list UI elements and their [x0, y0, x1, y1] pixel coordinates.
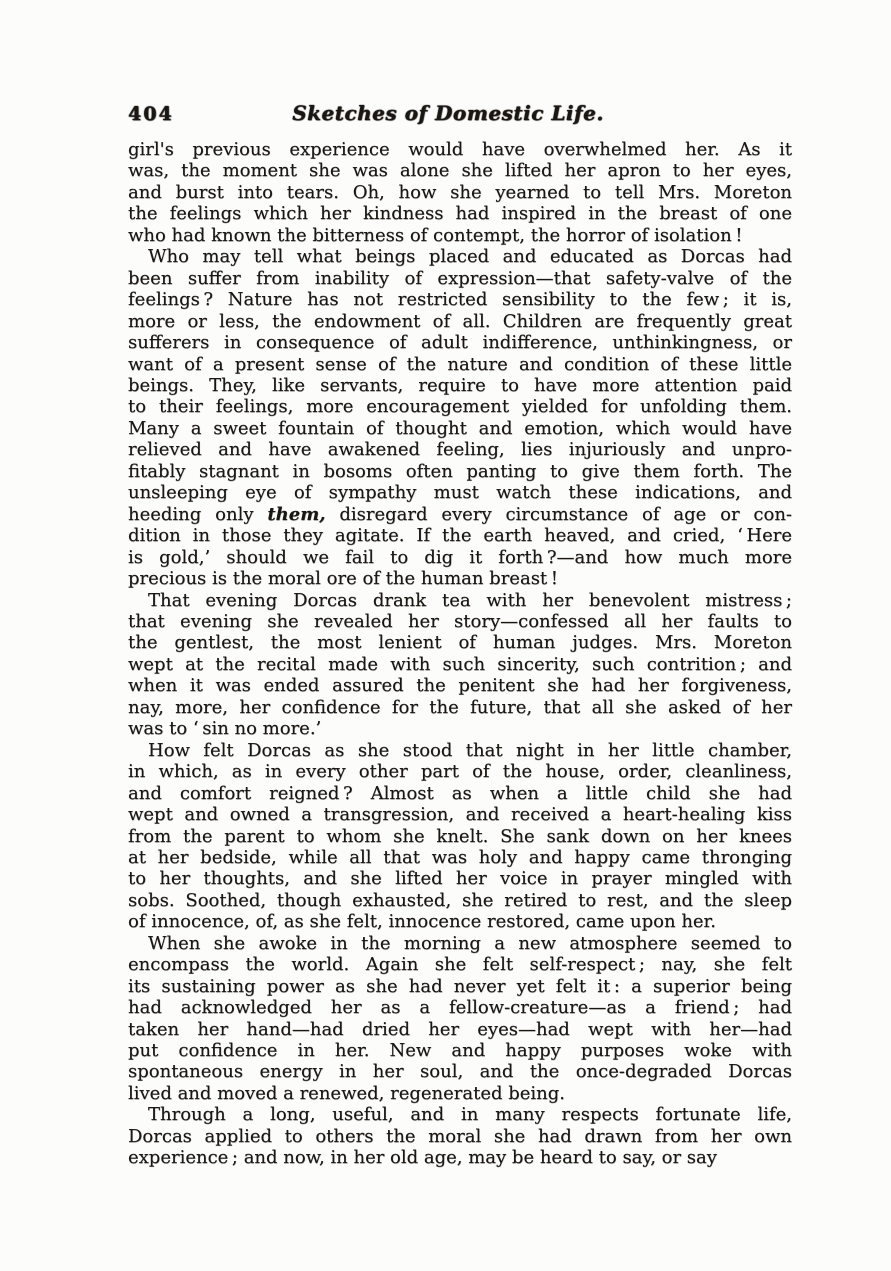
text-line: Dorcas applied to others the moral she had drawn from her own — [128, 1125, 792, 1147]
paragraph — [128, 139, 792, 246]
text-line: lived and moved a renewed, regenerated being. — [128, 1082, 566, 1104]
text-line: had acknowledged her as a fellow-creature—as a friend ; had — [128, 997, 792, 1019]
text-line: When she awoke in the morning a new atmosphere seemed to — [148, 932, 792, 954]
text-line: heeding only them, disregard every circumstance of age or con- — [128, 503, 792, 525]
text-line: sobs. Soothed, though exhausted, she retired to rest, and the sleep — [128, 889, 792, 911]
text-line: nay, more, her confidence for the future, that all she asked of her — [128, 696, 792, 718]
text-line: and burst into tears. Oh, how she yearned to tell Mrs. Moreton — [128, 181, 792, 203]
text-line: wept at the recital made with such sincerity, such contrition ; and — [128, 653, 792, 675]
text-line: the feelings which her kindness had inspired in the breast of one — [128, 203, 792, 225]
text-line: experience ; and now, in her old age, may be heard to say, or say — [128, 1147, 717, 1169]
text-line: that evening she revealed her story—confessed all her faults to — [128, 610, 792, 632]
text-line: to their feelings, more encouragement yielded for unfolding them. — [128, 396, 792, 418]
text-line: its sustaining power as she had never yet felt it : a superior being — [128, 975, 792, 997]
paragraph — [128, 246, 792, 589]
text-line: precious is the moral ore of the human breast ! — [128, 568, 558, 590]
text-line: beings. They, like servants, require to have more attention paid — [128, 374, 792, 396]
text-line: was to ‘ sin no more.’ — [128, 718, 322, 740]
text-line: at her bedside, while all that was holy and happy came thronging — [128, 846, 792, 868]
text-line: unsleeping eye of sympathy must watch these indications, and — [128, 482, 792, 504]
text-line: girl's previous experience would have overwhelmed her. As it — [128, 139, 792, 160]
text-line: fitably stagnant in bosoms often panting to give them forth. The — [128, 460, 792, 482]
text-line: sufferers in consequence of adult indifference, unthinkingness, or — [128, 332, 792, 354]
text-line: Through a long, useful, and in many respects fortunate life, — [148, 1104, 792, 1126]
page-body — [128, 139, 792, 1169]
text-line: to her thoughts, and she lifted her voice in prayer mingled with — [128, 868, 792, 890]
paragraph — [128, 740, 792, 933]
text-line: who had known the bitterness of contempt, the horror of isolation ! — [128, 224, 743, 246]
text-line: put confidence in her. New and happy purposes woke with — [128, 1040, 792, 1062]
text-line: more or less, the endowment of all. Children are frequently great — [128, 310, 792, 332]
text-line: Who may tell what beings placed and educated as Dorcas had — [148, 246, 792, 268]
text-line: was, the moment she was alone she lifted her apron to her eyes, — [128, 160, 792, 182]
text-line: of innocence, of, as she felt, innocence restored, came upon her. — [128, 911, 716, 933]
text-line: in which, as in every other part of the house, order, cleanliness, — [128, 761, 792, 783]
text-line: is gold,’ should we fail to dig it forth ?—and how much more — [128, 546, 792, 568]
text-line: been suffer from inability of expression—that safety-valve of the — [128, 267, 792, 289]
text-line: taken her hand—had dried her eyes—had wept with her—had — [128, 1018, 792, 1040]
text-line: How felt Dorcas as she stood that night in her little chamber, — [148, 739, 792, 761]
text-line: from the parent to whom she knelt. She sank down on her knees — [128, 825, 792, 847]
page-number: 404 — [128, 103, 174, 125]
text-line: wept and owned a transgression, and received a heart-healing kiss — [128, 804, 792, 826]
text-line: encompass the world. Again she felt self-respect ; nay, she felt — [128, 954, 792, 976]
running-title: Sketches of Domestic Life. — [292, 101, 604, 125]
text-line: dition in those they agitate. If the earth heaved, and cried, ‘ Here — [128, 525, 792, 547]
text-line: when it was ended assured the penitent she had her forgiveness, — [128, 675, 792, 697]
text-line: and comfort reigned ? Almost as when a little child she had — [128, 782, 792, 804]
text-line: the gentlest, the most lenient of human judges. Mrs. Moreton — [128, 632, 792, 654]
text-line: That evening Dorcas drank tea with her benevolent mistress ; — [148, 589, 792, 611]
text-line: Many a sweet fountain of thought and emotion, which would have — [128, 417, 792, 439]
text-line: want of a present sense of the nature and condition of these little — [128, 353, 792, 375]
paragraph — [128, 1104, 792, 1168]
paragraph — [128, 933, 792, 1105]
text-line: spontaneous energy in her soul, and the once-degraded Dorcas — [128, 1061, 792, 1083]
paragraph — [128, 590, 792, 740]
text-line: relieved and have awakened feeling, lies injuriously and unpro- — [128, 439, 792, 461]
text-line: feelings ? Nature has not restricted sensibility to the few ; it is, — [128, 289, 792, 311]
running-header — [128, 101, 792, 127]
